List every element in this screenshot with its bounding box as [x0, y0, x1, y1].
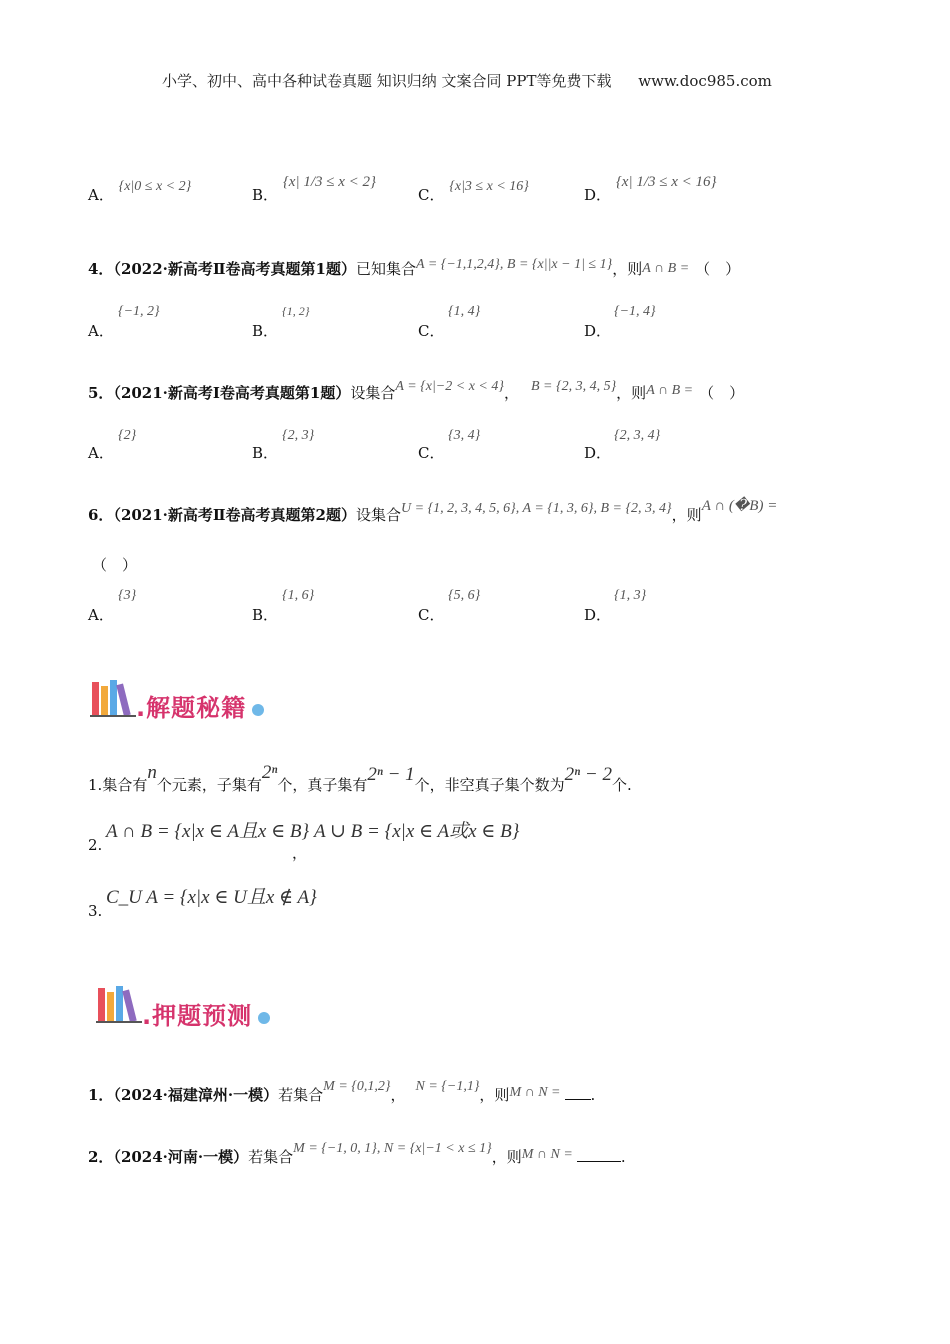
section-dot — [252, 704, 264, 716]
tip-1-math-proper: 2ⁿ − 1 — [367, 764, 415, 785]
q3-option-d: D． {x| 1/3 ≤ x < 16} — [584, 174, 717, 204]
q4-source: （2022·新高考Ⅱ卷高考真题第1题） — [113, 260, 356, 278]
q5-option-a-math: {2} — [118, 428, 137, 443]
header-text: 小学、初中、高中各种试卷真题 知识归纳 文案合同 PPT等免费下载 — [162, 72, 612, 90]
q4-math-expr: A ∩ B = — [642, 261, 690, 276]
q3-option-c-math: {x|3 ≤ x < 16} — [449, 179, 529, 194]
q5-math-expr: A ∩ B = — [646, 383, 694, 398]
predict-1: 1．（2024·福建漳州·一模）若集合M = {0,1,2}， N = {−1,1}，则M ∩ N = . — [88, 1079, 596, 1104]
q3-option-b-math: {x| 1/3 ≤ x < 2} — [282, 174, 377, 190]
q4-option-a: A． — [88, 322, 114, 340]
tip-1: 1.集合有n个元素，子集有2ⁿ个，真子集有2ⁿ − 1个，非空真子集个数为2ⁿ − 2个. — [88, 762, 632, 794]
q4-option-b: B． — [252, 322, 279, 340]
header-url: www.doc985.com — [638, 72, 772, 90]
question-4: 4．（2022·新高考Ⅱ卷高考真题第1题）已知集合A = {−1,1,2,4}, B = {x||x − 1| ≤ 1}，则A ∩ B = （ ） — [88, 257, 741, 278]
p1-math-m: M = {0,1,2} — [323, 1079, 391, 1094]
q5-option-d: D． — [584, 444, 612, 462]
q5-option-c-math: {3, 4} — [448, 428, 481, 443]
q4-paren: （ ） — [695, 260, 741, 278]
q5-option-a: A． — [88, 444, 114, 462]
q6-paren: （ ） — [92, 556, 138, 574]
q6-option-d: D． — [584, 606, 612, 624]
p2-source: （2024·河南·一模） — [113, 1148, 249, 1166]
q5-option-d-math: {2, 3, 4} — [614, 428, 661, 443]
tip-1-math-n: n — [147, 762, 157, 783]
p2-answer-blank[interactable] — [577, 1147, 621, 1162]
q6-math-expr: A ∩ (�B) = — [701, 498, 778, 514]
q6-option-b: B． — [252, 606, 279, 624]
question-6: 6．（2021·新高考Ⅱ卷高考真题第2题）设集合U = {1, 2, 3, 4, 5, 6}, A = {1, 3, 6}, B = {2, 3, 4}，则A ∩ (�B) = — [88, 498, 778, 524]
q5-math-set-b: B = {2, 3, 4, 5} — [530, 379, 617, 394]
q6-option-b-math: {1, 6} — [282, 588, 315, 603]
q6-option-d-math: {1, 3} — [614, 588, 647, 603]
q5-number: 5． — [88, 384, 114, 402]
q3-option-b: B． {x| 1/3 ≤ x < 2} — [252, 174, 377, 204]
tip-2-sep: ， — [292, 844, 308, 862]
p1-answer-blank[interactable] — [565, 1085, 591, 1100]
tip-2: 2. — [88, 836, 103, 854]
q6-source: （2021·新高考Ⅱ卷高考真题第2题） — [113, 506, 356, 524]
q6-math-sets: U = {1, 2, 3, 4, 5, 6}, A = {1, 3, 6}, B = {2, 3, 4} — [401, 501, 672, 516]
p1-math-expr: M ∩ N = — [509, 1085, 561, 1100]
tip-3-math-complement: C_U A = {x|x ∈ U且x ∉ A} — [106, 887, 317, 908]
q5-option-c: C． — [418, 444, 445, 462]
q5-option-b-math: {2, 3} — [282, 428, 315, 443]
question-5: 5．（2021·新高考Ⅰ卷高考真题第1题）设集合A = {x|−2 < x < 4}， B = {2, 3, 4, 5}，则A ∩ B = （ ） — [88, 379, 745, 402]
q3-option-a-math: {x|0 ≤ x < 2} — [118, 179, 192, 194]
q5-option-b: B． — [252, 444, 279, 462]
tip-1-math-subsets: 2ⁿ — [261, 762, 278, 783]
q4-option-d-math: {−1, 4} — [614, 304, 656, 319]
q3-option-a: A． {x|0 ≤ x < 2} — [88, 179, 192, 204]
q6-option-c-math: {5, 6} — [448, 588, 481, 603]
q6-option-a-math: {3} — [118, 588, 137, 603]
tip-3: 3. — [88, 902, 103, 920]
q4-number: 4． — [88, 260, 114, 278]
q4-option-a-math: {−1, 2} — [118, 304, 160, 319]
p1-source: （2024·福建漳州·一模） — [113, 1086, 279, 1104]
q3-option-d-math: {x| 1/3 ≤ x < 16} — [615, 174, 717, 190]
section-dot-2 — [258, 1012, 270, 1024]
q5-paren: （ ） — [699, 384, 745, 402]
p1-math-n: N = {−1,1} — [415, 1079, 480, 1094]
q4-option-d: D． — [584, 322, 612, 340]
q5-math-set-a: A = {x|−2 < x < 4} — [395, 379, 504, 394]
q4-option-c-math: {1, 4} — [448, 304, 481, 319]
tip-2-math-intersection: A ∩ B = {x|x ∈ A且x ∈ B} — [106, 821, 310, 842]
tip-2-math-union: A ∪ B = {x|x ∈ A或x ∈ B} — [314, 821, 520, 842]
q6-option-a: A． — [88, 606, 114, 624]
q6-number: 6． — [88, 506, 114, 524]
p2-math-sets: M = {−1, 0, 1}, N = {x|−1 < x ≤ 1} — [293, 1141, 492, 1156]
books-icon-2 — [96, 984, 144, 1024]
predict-2: 2．（2024·河南·一模）若集合M = {−1, 0, 1}, N = {x|−1 < x ≤ 1}，则M ∩ N = . — [88, 1141, 626, 1166]
page-header — [162, 70, 772, 91]
q3-option-c: C． {x|3 ≤ x < 16} — [418, 179, 529, 204]
books-icon — [90, 678, 138, 718]
tip-1-math-nonempty: 2ⁿ − 2 — [564, 764, 612, 785]
q6-option-c: C． — [418, 606, 445, 624]
q4-option-b-math: {1, 2} — [282, 304, 310, 318]
p2-math-expr: M ∩ N = — [521, 1147, 573, 1162]
q4-math-sets: A = {−1,1,2,4}, B = {x||x − 1| ≤ 1} — [416, 257, 613, 272]
q5-source: （2021·新高考Ⅰ卷高考真题第1题） — [113, 384, 351, 402]
section-title-tips: .解题秘籍 — [136, 688, 264, 723]
section-title-predict: .押题预测 — [142, 996, 270, 1031]
q4-option-c: C． — [418, 322, 445, 340]
